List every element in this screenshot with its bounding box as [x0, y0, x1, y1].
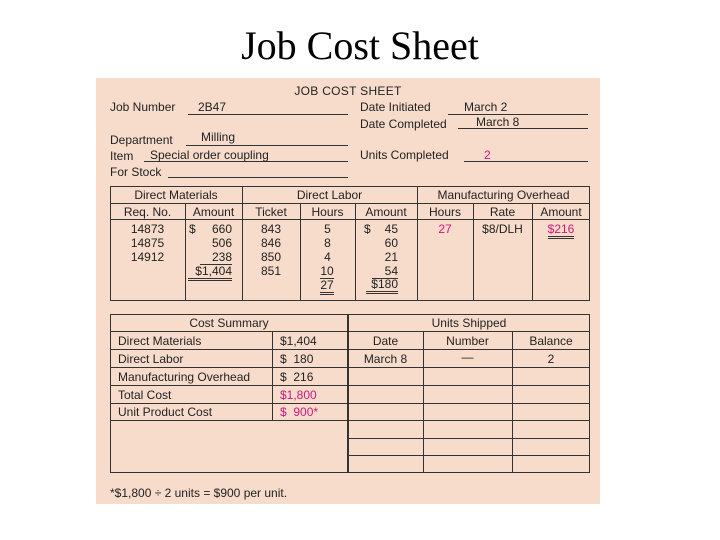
dl-hours: 10 — [320, 264, 334, 278]
shipped-number-header: Number — [446, 334, 489, 348]
ticket-header: Ticket — [255, 205, 287, 219]
hours-header: Hours — [311, 205, 344, 219]
department-label: Department — [110, 133, 173, 147]
summary-row-label: Manufacturing Overhead — [118, 370, 251, 384]
item-label: Item — [110, 149, 134, 163]
department-value: Milling — [201, 130, 236, 144]
shipped-date: March 8 — [363, 352, 408, 366]
moh-hours: 27 — [438, 222, 452, 236]
dl-amount: 21 — [384, 250, 398, 264]
date-initiated-label: Date Initiated — [360, 100, 431, 114]
dm-amount-header: Amount — [192, 205, 235, 219]
dm-amount: 506 — [211, 236, 232, 250]
date-completed-value: March 8 — [476, 115, 520, 129]
for-stock-line — [168, 177, 348, 178]
date-initiated-value: March 2 — [464, 100, 508, 114]
dl-hours: 4 — [324, 250, 331, 264]
dl-group-header: Direct Labor — [296, 188, 363, 202]
moh-amount: $216 — [532, 222, 590, 236]
units-completed-value: 2 — [484, 148, 491, 162]
job-number-value: 2B47 — [198, 100, 227, 114]
moh-group-header: Manufacturing Overhead — [437, 188, 570, 202]
date-completed-label: Date Completed — [360, 117, 447, 131]
summary-row-value: $1,404 — [280, 334, 317, 348]
summary-row-label: Direct Materials — [118, 334, 202, 348]
shipped-balance-header: Balance — [529, 334, 573, 348]
dl-ticket: 846 — [260, 236, 282, 250]
summary-row-value: $ 216 — [280, 370, 314, 384]
units-shipped-title: Units Shipped — [431, 316, 507, 330]
job-number-label: Job Number — [110, 100, 176, 114]
dl-ticket: 851 — [260, 264, 282, 278]
dm-amount: 660 — [211, 222, 232, 236]
dl-amount: 54 — [372, 264, 398, 279]
moh-rate: $8/DLH — [482, 222, 523, 236]
dl-amount-header: Amount — [365, 205, 407, 219]
slide-title: Job Cost Sheet — [241, 23, 479, 68]
footnote: *$1,800 ÷ 2 units = $900 per unit. — [110, 486, 288, 500]
item-value: Special order coupling — [150, 148, 269, 162]
dm-amount: 238 — [200, 250, 232, 265]
for-stock-label: For Stock — [110, 165, 162, 179]
dm-req: 14875 — [130, 236, 165, 250]
dl-hours-total: 27 — [317, 278, 337, 292]
summary-row-label: Direct Labor — [118, 352, 184, 366]
shipped-number: — — [461, 350, 474, 364]
dl-ticket: 843 — [260, 222, 282, 236]
rate-header: Rate — [489, 205, 516, 219]
dm-total: $1,404 — [188, 264, 232, 281]
department-line — [186, 145, 348, 146]
cost-summary-title: Cost Summary — [189, 316, 269, 330]
job-number-line — [188, 114, 348, 115]
dl-ticket: 850 — [260, 250, 282, 264]
dm-currency: $ — [189, 222, 196, 236]
dl-amount: 45 — [384, 222, 398, 236]
dl-amount: 60 — [384, 236, 398, 250]
summary-row-value: $ 900* — [280, 405, 319, 419]
dl-hours: 8 — [324, 236, 331, 250]
dl-total: $180 — [366, 277, 398, 294]
req-no-header: Req. No. — [123, 205, 172, 219]
dl-currency: $ — [364, 222, 371, 236]
moh-hours-header: Hours — [428, 205, 461, 219]
summary-row-value: $1,800 — [280, 388, 317, 402]
summary-row-label: Unit Product Cost — [118, 405, 213, 419]
sheet-title: JOB COST SHEET — [294, 84, 402, 98]
units-completed-label: Units Completed — [360, 148, 449, 162]
moh-amount-header: Amount — [540, 205, 582, 219]
shipped-date-header: Date — [372, 334, 399, 348]
summary-row-value: $ 180 — [280, 352, 314, 366]
units-completed-line — [464, 161, 588, 162]
dl-hours: 5 — [324, 222, 331, 236]
dm-group-header: Direct Materials — [134, 188, 218, 202]
shipped-balance: 2 — [547, 352, 555, 366]
dm-req: 14912 — [130, 250, 165, 264]
dm-req: 14873 — [130, 222, 165, 236]
job-cost-sheet — [96, 78, 600, 504]
summary-row-label: Total Cost — [118, 388, 172, 402]
